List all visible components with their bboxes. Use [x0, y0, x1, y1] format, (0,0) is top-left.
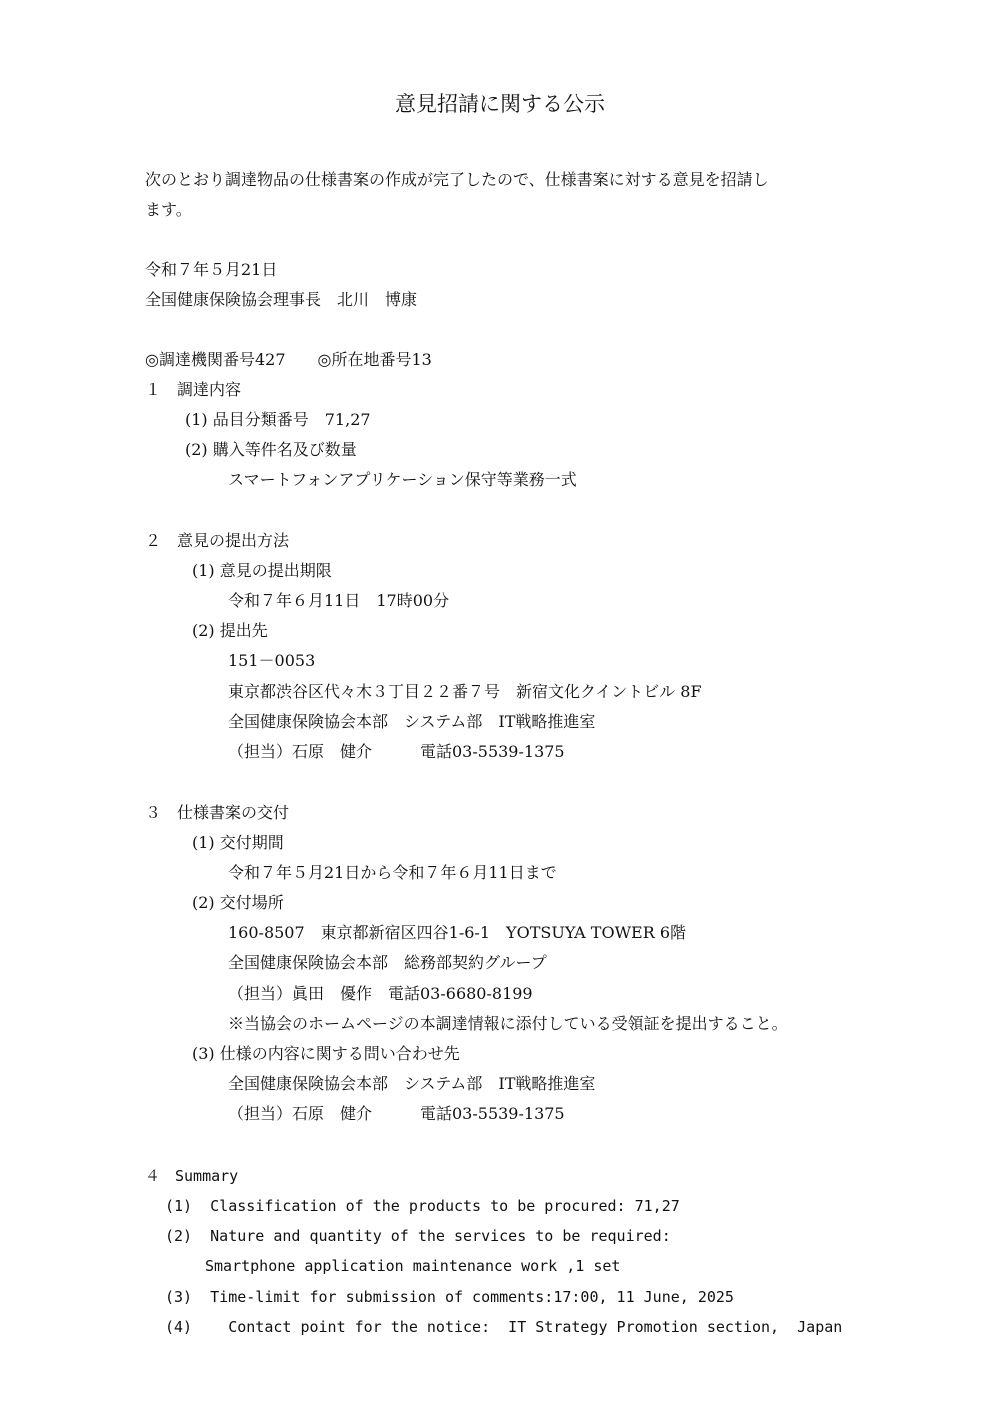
- section-3-item-3-dept: 全国健康保険協会本部 システム部 IT戦略推進室: [228, 1074, 596, 1093]
- section-4-item-3: (3) Time-limit for submission of comments:17:00, 11 June, 2025: [165, 1288, 734, 1306]
- section-3-address: 160-8507 東京都新宿区四谷1-6-1 YOTSUYA TOWER 6階: [228, 923, 687, 942]
- section-3-contact: （担当）眞田 優作 電話03-6680-8199: [228, 984, 533, 1003]
- section-2-postal: 151－0053: [228, 651, 316, 670]
- section-2-dept: 全国健康保険協会本部 システム部 IT戦略推進室: [228, 712, 596, 731]
- section-3-note: ※当協会のホームページの本調達情報に添付している受領証を提出すること。: [228, 1014, 788, 1033]
- section-2-item-2: (2) 提出先: [192, 621, 268, 640]
- intro-line-1: 次のとおり調達物品の仕様書案の作成が完了したので、仕様書案に対する意見を招請し: [145, 170, 769, 189]
- section-4-item-4: (4) Contact point for the notice: IT Strategy Promotion section, Japan: [165, 1318, 843, 1336]
- issue-date: 令和７年５月21日: [145, 260, 278, 279]
- section-4-item-1: (1) Classification of the products to be procured: 71,27: [165, 1197, 680, 1215]
- section-3-item-3-contact: （担当）石原 健介 電話03-5539-1375: [228, 1104, 565, 1123]
- issuer: 全国健康保険協会理事長 北川 博康: [145, 290, 418, 309]
- section-3-item-3: (3) 仕様の内容に関する問い合わせ先: [192, 1044, 460, 1063]
- section-3-dept: 全国健康保険協会本部 総務部契約グループ: [228, 953, 547, 972]
- section-4-item-2-value: Smartphone application maintenance work ,1 set: [205, 1257, 621, 1275]
- section-2-contact: （担当）石原 健介 電話03-5539-1375: [228, 742, 565, 761]
- section-3-heading: ３ 仕様書案の交付: [145, 803, 290, 822]
- section-1-item-2-value: スマートフォンアプリケーション保守等業務一式: [228, 470, 577, 489]
- procurement-codes: ◎調達機関番号427 ◎所在地番号13: [145, 350, 432, 369]
- section-1-heading: １ 調達内容: [145, 380, 242, 399]
- intro-line-2: ます。: [145, 200, 192, 219]
- section-2-heading: ２ 意見の提出方法: [145, 531, 290, 550]
- section-1-item-2: (2) 購入等件名及び数量: [185, 440, 357, 459]
- page-title: 意見招請に関する公示: [395, 92, 605, 116]
- section-2-address: 東京都渋谷区代々木３丁目２２番７号 新宿文化クイントビル 8F: [228, 682, 702, 701]
- section-2-item-1: (1) 意見の提出期限: [192, 561, 332, 580]
- section-3-item-1: (1) 交付期間: [192, 833, 284, 852]
- section-4-heading: ４ Summary: [145, 1167, 239, 1185]
- section-3-item-1-value: 令和７年５月21日から令和７年６月11日まで: [228, 863, 557, 882]
- section-3-item-2: (2) 交付場所: [192, 893, 284, 912]
- section-2-item-1-value: 令和７年６月11日 17時00分: [228, 591, 450, 610]
- section-4-item-2: (2) Nature and quantity of the services to be required:: [165, 1227, 671, 1245]
- section-1-item-1: (1) 品目分類番号 71,27: [185, 410, 371, 429]
